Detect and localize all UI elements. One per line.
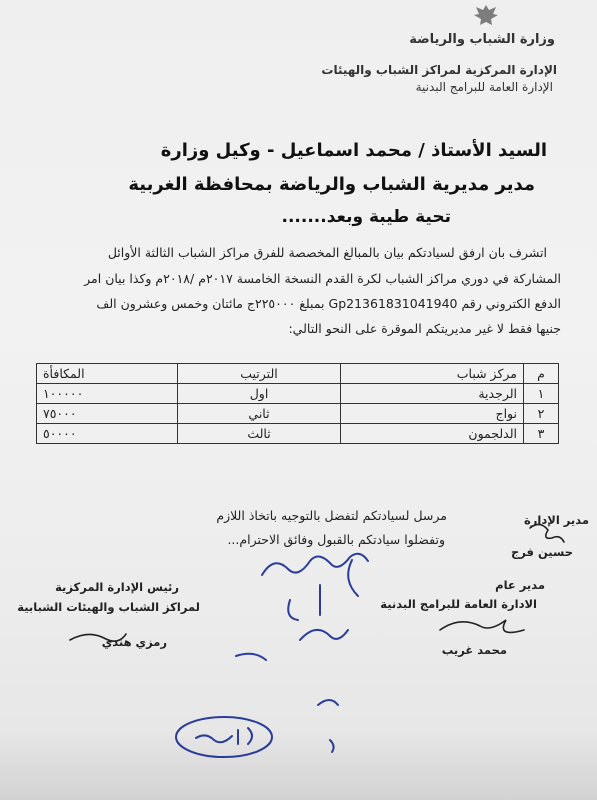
blue-handwriting-icon xyxy=(262,554,368,575)
director-title: مدير الإدارة xyxy=(524,513,589,527)
gm-name: محمد غريب xyxy=(441,643,507,657)
row-rank: اول xyxy=(178,384,341,404)
row-index: ٢ xyxy=(524,404,559,424)
general-admin-name: الإدارة العامة للبرامج البدنية xyxy=(415,80,553,94)
addressee-title: مدير مديرية الشباب والرياضة بمحافظة الغربية xyxy=(128,174,535,195)
head-title: رئيس الإدارة المركزية xyxy=(55,580,179,594)
closing-line-1: مرسل لسيادتكم لتفضل بالتوجيه باتخاذ اللازم xyxy=(216,508,447,523)
body-line-1: اتشرف بان ارفق لسيادتكم بيان بالمبالغ المخصصة للفرق مراكز الشباب الثالثة الأوائل xyxy=(107,245,547,260)
row-center: الدلجمون xyxy=(341,424,524,444)
header-cell-reward: المكافأة xyxy=(37,364,178,384)
row-reward: ٧٥٠٠٠ xyxy=(37,404,178,424)
closing-line-2: وتفضلوا سيادتكم بالقبول وفائق الاحترام... xyxy=(227,532,445,547)
head-name: رمزي هندي xyxy=(101,635,167,649)
head-signature-icon xyxy=(70,634,126,641)
gm-signature-icon xyxy=(440,620,524,632)
director-name: حسين فرج xyxy=(510,545,573,559)
ministry-name: وزارة الشباب والرياضة xyxy=(409,32,555,47)
gm-title: مدير عام xyxy=(495,578,545,592)
header-cell-center: مركز شباب xyxy=(341,364,524,384)
department-name: الإدارة المركزية لمراكز الشباب والهيئات xyxy=(321,63,557,77)
director-signature-icon xyxy=(530,524,564,542)
body-line-3: الدفع الكتروني رقم Gp21361831041940 بمبلغ ٢٢٥٠٠٠ج مائتان وخمس وعشرون الف xyxy=(96,296,561,311)
addressee-line: السيد الأستاذ / محمد اسماعيل - وكيل وزارة xyxy=(160,140,547,161)
row-index: ٣ xyxy=(524,424,559,444)
head-org: لمراكز الشباب والهيئات الشبابية xyxy=(17,600,200,614)
body-line-2: المشاركة في دوري مراكز الشباب لكرة القدم النسخة الخامسة ٢٠١٧م /٢٠١٨م وكذا بيان امر xyxy=(84,271,561,286)
row-center: الرجدية xyxy=(341,384,524,404)
row-center: نواج xyxy=(341,404,524,424)
body-line-4: جنيها فقط لا غير مديريتكم الموقرة على النحو التالي: xyxy=(288,321,561,336)
header-cell-index: م xyxy=(524,364,559,384)
greeting: تحية طيبة وبعد....... xyxy=(281,207,451,227)
gm-org: الادارة العامة للبرامج البدنية xyxy=(380,597,537,611)
row-rank: ثالث xyxy=(178,424,341,444)
row-reward: ٥٠٠٠٠ xyxy=(37,424,178,444)
page-shadow xyxy=(0,730,597,800)
row-rank: ثاني xyxy=(178,404,341,424)
row-index: ١ xyxy=(524,384,559,404)
row-reward: ١٠٠٠٠٠ xyxy=(37,384,178,404)
header-cell-rank: الترتيب xyxy=(178,364,341,384)
